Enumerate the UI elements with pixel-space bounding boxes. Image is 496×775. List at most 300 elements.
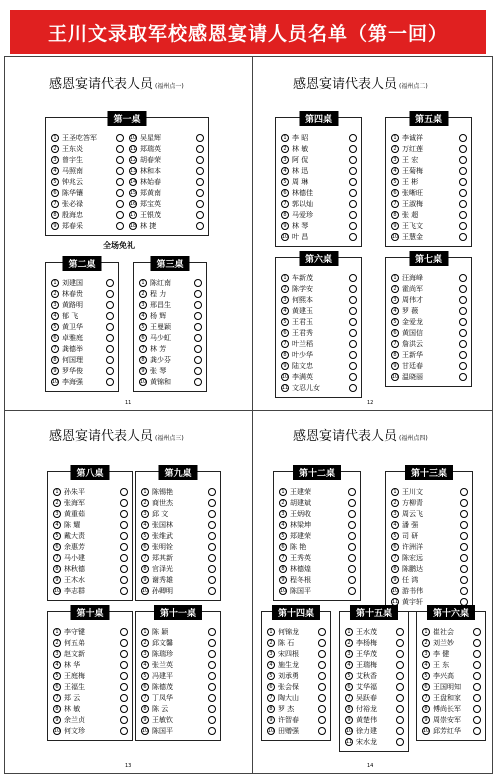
guest-name: 卓雅庭 [62, 333, 83, 342]
checkbox-circle[interactable] [349, 222, 357, 230]
guest-name: 马少虹 [150, 333, 171, 342]
checkbox-circle[interactable] [349, 178, 357, 186]
guest-row [141, 563, 216, 574]
guest-name: 刘建国 [62, 278, 83, 287]
guest-name: 余惠芳 [64, 542, 85, 551]
guest-name: 王君秀 [292, 328, 313, 337]
seat-number: 5 [51, 178, 59, 186]
seat-number: 9 [53, 576, 61, 584]
checkbox-circle[interactable] [349, 285, 357, 293]
checkbox-circle[interactable] [120, 554, 128, 562]
checkbox-circle[interactable] [318, 650, 326, 658]
guest-name: 张维武 [152, 531, 173, 540]
checkbox-circle[interactable] [120, 576, 128, 584]
guest-name: 张明铨 [152, 542, 173, 551]
checkbox-circle[interactable] [473, 628, 481, 636]
guest-name: 张会保 [278, 682, 299, 691]
checkbox-circle[interactable] [116, 167, 124, 175]
guest-row [281, 209, 357, 220]
checkbox-circle[interactable] [194, 334, 202, 342]
checkbox-circle[interactable] [348, 521, 356, 529]
table-label: 第九桌 [158, 465, 197, 480]
checkbox-circle[interactable] [348, 499, 356, 507]
seat-number: 3 [391, 156, 399, 164]
guest-row [267, 714, 326, 725]
checkbox-circle[interactable] [473, 639, 481, 647]
document-page [253, 57, 496, 409]
guest-row [141, 692, 216, 703]
guest-row [51, 220, 124, 231]
checkbox-circle[interactable] [460, 587, 468, 595]
checkbox-circle[interactable] [106, 312, 114, 320]
guest-name: 李满英 [292, 372, 313, 381]
checkbox-circle[interactable] [116, 156, 124, 164]
guest-name: 殷海忠 [62, 210, 83, 219]
checkbox-circle[interactable] [120, 639, 128, 647]
checkbox-circle[interactable] [349, 189, 357, 197]
checkbox-circle[interactable] [459, 362, 467, 370]
checkbox-circle[interactable] [106, 301, 114, 309]
checkbox-circle[interactable] [349, 156, 357, 164]
guest-row [141, 552, 216, 563]
table-card [45, 262, 119, 392]
checkbox-circle[interactable] [208, 532, 216, 540]
seat-number: 7 [422, 694, 430, 702]
guest-name: 陈鹏达 [402, 564, 423, 573]
checkbox-circle[interactable] [116, 134, 124, 142]
guest-list [139, 277, 202, 387]
checkbox-circle[interactable] [349, 233, 357, 241]
seat-number: 7 [139, 345, 147, 353]
checkbox-circle[interactable] [196, 222, 204, 230]
checkbox-circle[interactable] [459, 318, 467, 326]
table-card [385, 117, 472, 247]
checkbox-circle[interactable] [120, 532, 128, 540]
checkbox-circle[interactable] [348, 510, 356, 518]
checkbox-circle[interactable] [120, 565, 128, 573]
checkbox-circle[interactable] [208, 565, 216, 573]
checkbox-circle[interactable] [208, 650, 216, 658]
checkbox-circle[interactable] [473, 705, 481, 713]
checkbox-circle[interactable] [208, 727, 216, 735]
checkbox-circle[interactable] [349, 211, 357, 219]
checkbox-circle[interactable] [120, 488, 128, 496]
guest-row [53, 659, 128, 670]
checkbox-circle[interactable] [396, 727, 404, 735]
checkbox-circle[interactable] [396, 650, 404, 658]
checkbox-circle[interactable] [196, 156, 204, 164]
checkbox-circle[interactable] [120, 705, 128, 713]
guest-row [345, 681, 404, 692]
checkbox-circle[interactable] [473, 661, 481, 669]
checkbox-circle[interactable] [208, 628, 216, 636]
seat-number: 4 [279, 521, 287, 529]
checkbox-circle[interactable] [460, 554, 468, 562]
checkbox-circle[interactable] [208, 488, 216, 496]
checkbox-circle[interactable] [396, 694, 404, 702]
seat-number: 4 [422, 661, 430, 669]
checkbox-circle[interactable] [196, 211, 204, 219]
checkbox-circle[interactable] [348, 576, 356, 584]
checkbox-circle[interactable] [116, 200, 124, 208]
guest-name: 张晰旺 [402, 188, 423, 197]
checkbox-circle[interactable] [473, 650, 481, 658]
checkbox-circle[interactable] [396, 661, 404, 669]
checkbox-circle[interactable] [116, 178, 124, 186]
checkbox-circle[interactable] [116, 222, 124, 230]
checkbox-circle[interactable] [106, 345, 114, 353]
guest-name: 官泽光 [152, 564, 173, 573]
checkbox-circle[interactable] [120, 694, 128, 702]
guest-name: 万红莲 [402, 144, 423, 153]
seat-number: 6 [391, 329, 399, 337]
guest-row [129, 176, 204, 187]
checkbox-circle[interactable] [459, 222, 467, 230]
guest-name: 林德煌 [290, 564, 311, 573]
checkbox-circle[interactable] [396, 672, 404, 680]
guest-row [422, 703, 481, 714]
guest-name: 戴大责 [64, 531, 85, 540]
checkbox-circle[interactable] [194, 290, 202, 298]
checkbox-circle[interactable] [120, 650, 128, 658]
checkbox-circle[interactable] [120, 683, 128, 691]
checkbox-circle[interactable] [120, 510, 128, 518]
checkbox-circle[interactable] [349, 318, 357, 326]
checkbox-circle[interactable] [396, 738, 404, 746]
checkbox-circle[interactable] [349, 329, 357, 337]
checkbox-circle[interactable] [459, 156, 467, 164]
table-card [45, 117, 209, 236]
seat-number: 6 [281, 329, 289, 337]
guest-row [51, 365, 114, 376]
checkbox-circle[interactable] [396, 705, 404, 713]
guest-row [129, 154, 204, 165]
guest-row [281, 283, 357, 294]
table-card [135, 611, 221, 741]
checkbox-circle[interactable] [120, 727, 128, 735]
checkbox-circle[interactable] [194, 345, 202, 353]
guest-name: 王建荣 [290, 487, 311, 496]
checkbox-circle[interactable] [116, 189, 124, 197]
checkbox-circle[interactable] [348, 543, 356, 551]
checkbox-circle[interactable] [459, 340, 467, 348]
checkbox-circle[interactable] [208, 639, 216, 647]
checkbox-circle[interactable] [459, 233, 467, 241]
checkbox-circle[interactable] [318, 639, 326, 647]
checkbox-circle[interactable] [194, 312, 202, 320]
seat-number: 8 [53, 565, 61, 573]
checkbox-circle[interactable] [106, 323, 114, 331]
checkbox-circle[interactable] [116, 211, 124, 219]
guest-row [141, 541, 216, 552]
checkbox-circle[interactable] [208, 587, 216, 595]
checkbox-circle[interactable] [460, 488, 468, 496]
checkbox-circle[interactable] [396, 639, 404, 647]
checkbox-circle[interactable] [348, 565, 356, 573]
checkbox-circle[interactable] [318, 727, 326, 735]
checkbox-circle[interactable] [120, 716, 128, 724]
checkbox-circle[interactable] [208, 661, 216, 669]
guest-row [51, 132, 124, 143]
guest-name: 何五弟 [64, 638, 85, 647]
checkbox-circle[interactable] [473, 694, 481, 702]
guest-row [141, 714, 216, 725]
checkbox-circle[interactable] [196, 189, 204, 197]
seat-number: 7 [53, 554, 61, 562]
checkbox-circle[interactable] [194, 356, 202, 364]
checkbox-circle[interactable] [349, 362, 357, 370]
guest-row [53, 585, 128, 596]
seat-number: 9 [51, 222, 59, 230]
checkbox-circle[interactable] [120, 499, 128, 507]
guest-name: 付裕龙 [356, 704, 377, 713]
guest-name: 王瑞梅 [356, 660, 377, 669]
guest-row [53, 563, 128, 574]
seat-number: 9 [141, 716, 149, 724]
checkbox-circle[interactable] [348, 554, 356, 562]
checkbox-circle[interactable] [396, 683, 404, 691]
seat-number: 6 [422, 683, 430, 691]
checkbox-circle[interactable] [459, 145, 467, 153]
seat-number: 2 [281, 285, 289, 293]
guest-row [51, 154, 124, 165]
checkbox-circle[interactable] [196, 145, 204, 153]
guest-name: 龚德举 [62, 344, 83, 353]
checkbox-circle[interactable] [208, 716, 216, 724]
seat-number: 7 [267, 694, 275, 702]
seat-number: 4 [345, 661, 353, 669]
checkbox-circle[interactable] [120, 521, 128, 529]
guest-name: 宋水龙 [356, 737, 377, 746]
guest-name: 冯建平 [152, 671, 173, 680]
checkbox-circle[interactable] [208, 705, 216, 713]
checkbox-circle[interactable] [318, 705, 326, 713]
seat-number: 3 [53, 650, 61, 658]
checkbox-circle[interactable] [349, 384, 357, 392]
checkbox-circle[interactable] [459, 307, 467, 315]
checkbox-circle[interactable] [318, 628, 326, 636]
checkbox-circle[interactable] [460, 499, 468, 507]
checkbox-circle[interactable] [459, 189, 467, 197]
seat-number: 8 [391, 211, 399, 219]
guest-list [391, 272, 467, 382]
checkbox-circle[interactable] [208, 510, 216, 518]
checkbox-circle[interactable] [349, 296, 357, 304]
guest-row [422, 714, 481, 725]
checkbox-circle[interactable] [348, 488, 356, 496]
seat-number: 10 [391, 373, 399, 380]
checkbox-circle[interactable] [459, 211, 467, 219]
checkbox-circle[interactable] [120, 672, 128, 680]
page-subtitle: (福州点一) [155, 83, 184, 90]
checkbox-circle[interactable] [208, 521, 216, 529]
checkbox-circle[interactable] [459, 373, 467, 381]
guest-row [267, 725, 326, 736]
seat-number: 7 [141, 694, 149, 702]
checkbox-circle[interactable] [194, 378, 202, 386]
seat-number: 9 [391, 576, 399, 584]
seat-number: 3 [139, 301, 147, 309]
guest-row [391, 530, 468, 541]
checkbox-circle[interactable] [349, 274, 357, 282]
guest-name: 罗 杰 [278, 704, 295, 713]
checkbox-circle[interactable] [208, 554, 216, 562]
guest-row [391, 349, 467, 360]
checkbox-circle[interactable] [473, 727, 481, 735]
checkbox-circle[interactable] [459, 296, 467, 304]
checkbox-circle[interactable] [120, 543, 128, 551]
checkbox-circle[interactable] [460, 565, 468, 573]
checkbox-circle[interactable] [459, 329, 467, 337]
seat-number: 2 [141, 499, 149, 507]
guest-row [51, 332, 114, 343]
checkbox-circle[interactable] [106, 334, 114, 342]
guest-row [141, 486, 216, 497]
guest-row [267, 637, 326, 648]
guest-name: 林 琴 [292, 221, 309, 230]
guest-name: 施生龙 [278, 660, 299, 669]
guest-name: 艾秋香 [356, 671, 377, 680]
guest-row [281, 143, 357, 154]
guest-name: 林梁坤 [290, 520, 311, 529]
seat-number: 4 [281, 167, 289, 175]
seat-number: 10 [391, 233, 399, 240]
checkbox-circle[interactable] [349, 200, 357, 208]
table-label: 第四桌 [299, 111, 338, 126]
checkbox-circle[interactable] [208, 694, 216, 702]
checkbox-circle[interactable] [318, 694, 326, 702]
checkbox-circle[interactable] [460, 576, 468, 584]
guest-name: 陈国平 [152, 726, 173, 735]
guest-name: 陆文忠 [292, 361, 313, 370]
checkbox-circle[interactable] [194, 301, 202, 309]
checkbox-circle[interactable] [208, 672, 216, 680]
seat-number: 6 [345, 683, 353, 691]
checkbox-circle[interactable] [460, 543, 468, 551]
checkbox-circle[interactable] [459, 178, 467, 186]
checkbox-circle[interactable] [196, 178, 204, 186]
checkbox-circle[interactable] [194, 279, 202, 287]
seat-number: 4 [51, 167, 59, 175]
seat-number: 6 [279, 543, 287, 551]
checkbox-circle[interactable] [348, 587, 356, 595]
checkbox-circle[interactable] [116, 145, 124, 153]
checkbox-circle[interactable] [196, 200, 204, 208]
guest-name: 郑春采 [62, 221, 83, 230]
guest-row [391, 305, 467, 316]
checkbox-circle[interactable] [106, 367, 114, 375]
table-label: 第十三桌 [405, 465, 453, 480]
guest-name: 王炳收 [290, 509, 311, 518]
checkbox-circle[interactable] [208, 499, 216, 507]
checkbox-circle[interactable] [196, 167, 204, 175]
page-subtitle: (福州点四) [399, 435, 428, 442]
checkbox-circle[interactable] [106, 290, 114, 298]
checkbox-circle[interactable] [396, 716, 404, 724]
page-number: 11 [125, 400, 132, 406]
checkbox-circle[interactable] [194, 367, 202, 375]
checkbox-circle[interactable] [459, 167, 467, 175]
checkbox-circle[interactable] [473, 683, 481, 691]
checkbox-circle[interactable] [349, 307, 357, 315]
seat-number: 5 [141, 532, 149, 540]
seat-number: 3 [279, 510, 287, 518]
seat-number: 3 [281, 156, 289, 164]
checkbox-circle[interactable] [318, 683, 326, 691]
seat-number: 5 [281, 178, 289, 186]
checkbox-circle[interactable] [208, 576, 216, 584]
table-label: 第八桌 [70, 465, 109, 480]
checkbox-circle[interactable] [208, 683, 216, 691]
checkbox-circle[interactable] [473, 672, 481, 680]
checkbox-circle[interactable] [459, 285, 467, 293]
checkbox-circle[interactable] [196, 134, 204, 142]
checkbox-circle[interactable] [120, 628, 128, 636]
guest-name: 宋四根 [278, 649, 299, 658]
checkbox-circle[interactable] [349, 351, 357, 359]
seat-number: 8 [141, 705, 149, 713]
guest-row [391, 519, 468, 530]
seat-number: 8 [422, 705, 430, 713]
checkbox-circle[interactable] [318, 716, 326, 724]
checkbox-circle[interactable] [349, 167, 357, 175]
seat-number: 9 [345, 716, 353, 724]
guest-name: 张国林 [152, 520, 173, 529]
checkbox-circle[interactable] [106, 356, 114, 364]
guest-name: 周 琳 [292, 177, 309, 186]
checkbox-circle[interactable] [459, 134, 467, 142]
checkbox-circle[interactable] [348, 532, 356, 540]
guest-name: 邱 文 [152, 509, 169, 518]
page-title-text: 感恩宴请代表人员 [293, 429, 398, 444]
checkbox-circle[interactable] [396, 628, 404, 636]
checkbox-circle[interactable] [194, 323, 202, 331]
checkbox-circle[interactable] [318, 672, 326, 680]
checkbox-circle[interactable] [349, 340, 357, 348]
seat-number: 1 [391, 134, 399, 142]
guest-list [391, 132, 467, 242]
checkbox-circle[interactable] [459, 274, 467, 282]
checkbox-circle[interactable] [349, 373, 357, 381]
guest-row [139, 343, 202, 354]
checkbox-circle[interactable] [473, 716, 481, 724]
seat-number: 4 [141, 661, 149, 669]
guest-row [53, 681, 128, 692]
checkbox-circle[interactable] [120, 661, 128, 669]
checkbox-circle[interactable] [349, 145, 357, 153]
table-card [275, 257, 362, 398]
checkbox-circle[interactable] [208, 543, 216, 551]
seat-number: 7 [53, 694, 61, 702]
checkbox-circle[interactable] [349, 134, 357, 142]
guest-name: 王东炎 [62, 144, 83, 153]
checkbox-circle[interactable] [460, 510, 468, 518]
table-label: 第二桌 [62, 256, 101, 271]
guest-name: 王华茂 [356, 649, 377, 658]
guest-name: 林 敏 [64, 704, 81, 713]
checkbox-circle[interactable] [460, 521, 468, 529]
checkbox-circle[interactable] [106, 378, 114, 386]
checkbox-circle[interactable] [459, 351, 467, 359]
checkbox-circle[interactable] [460, 532, 468, 540]
seat-number: 9 [53, 716, 61, 724]
checkbox-circle[interactable] [318, 661, 326, 669]
checkbox-circle[interactable] [120, 587, 128, 595]
checkbox-circle[interactable] [459, 200, 467, 208]
checkbox-circle[interactable] [106, 279, 114, 287]
guest-row [139, 299, 202, 310]
guest-name: 游书伟 [402, 586, 423, 595]
